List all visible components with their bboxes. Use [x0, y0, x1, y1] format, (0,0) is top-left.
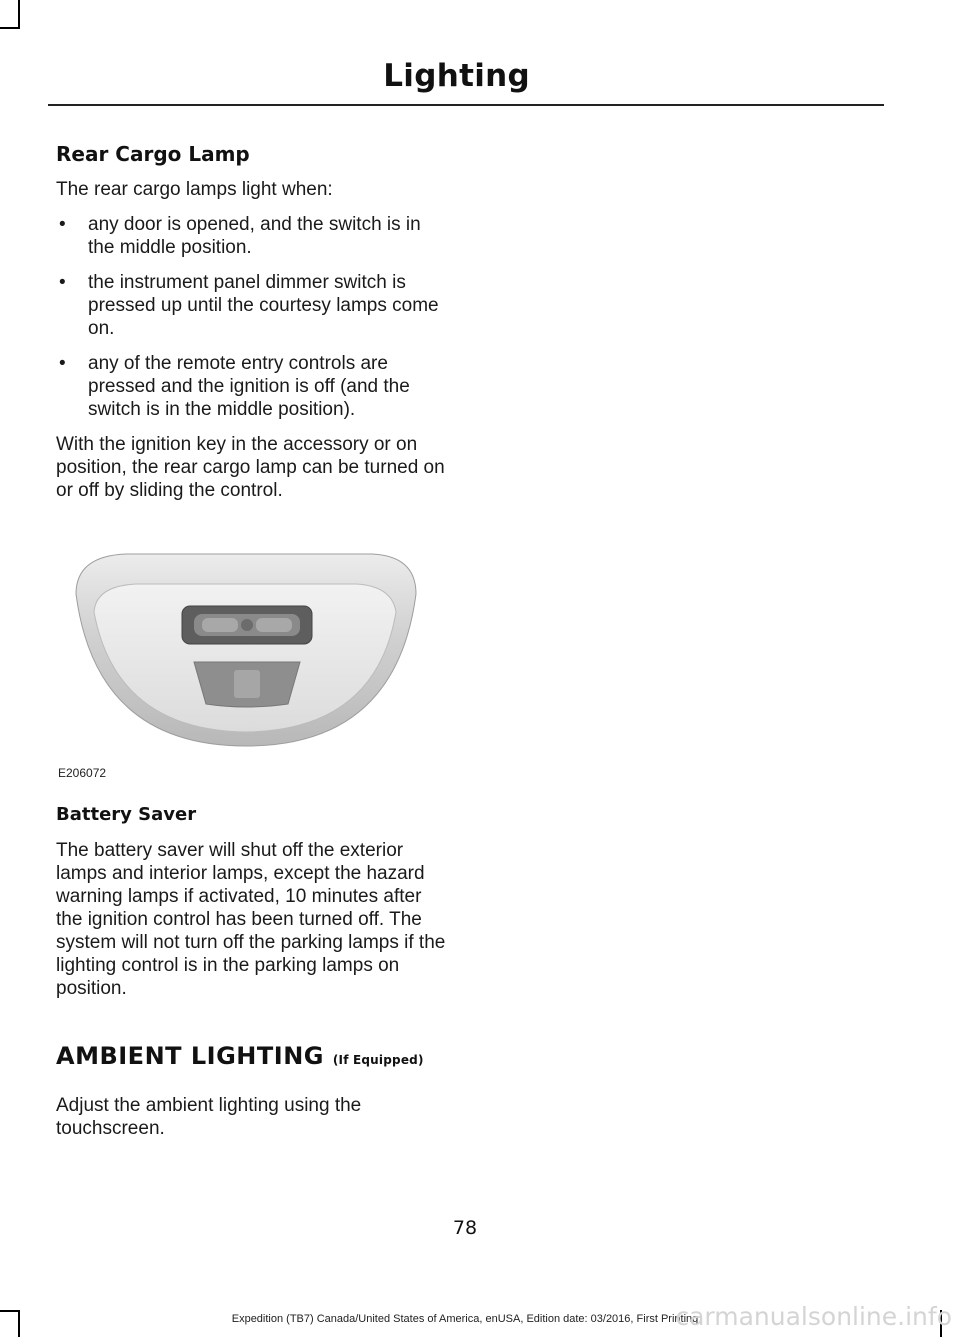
crop-mark [18, 0, 20, 28]
rear-cargo-intro: The rear cargo lamps light when: [56, 179, 333, 200]
crop-mark [0, 1310, 20, 1312]
section-heading-rear-cargo: Rear Cargo Lamp [56, 142, 250, 166]
page-footer: Expedition (TB7) Canada/United States of America, enUSA, Edition date: 03/2016, First Printing [231, 1313, 699, 1325]
rear-cargo-paragraph: With the ignition key in the accessory or on position, the rear cargo lamp can be turned on or off by sliding the control. [56, 434, 445, 501]
page-number: 78 [452, 1217, 478, 1239]
section-heading-ambient [56, 1042, 448, 1070]
page-title: Lighting [383, 58, 530, 94]
cargo-lamp-figure [56, 546, 448, 796]
list-item: • the instrument panel dimmer switch is pressed up until the courtesy lamps come on. [56, 271, 448, 340]
section-heading-battery-saver: Battery Saver [56, 804, 197, 825]
list-item: • any door is opened, and the switch is in the middle position. [56, 213, 448, 259]
list-item: • any of the remote entry controls are pressed and the ignition is off (and the switch is in the middle position). [56, 352, 448, 421]
rear-cargo-list [56, 213, 448, 421]
ambient-heading-text: AMBIENT LIGHTING [56, 1042, 324, 1070]
header-divider [48, 104, 884, 106]
content-column [56, 142, 448, 1140]
battery-saver-paragraph: The battery saver will shut off the exterior lamps and interior lamps, except the hazard warning lamps if activated, 10 minutes after the ignition control has been turned off. The system will not turn off the parking lamps if the lighting control is in the parking lamps on position. [56, 840, 446, 999]
watermark: carmanualsonline.info [675, 1302, 952, 1331]
figure-label: E206072 [58, 766, 107, 780]
ambient-paragraph: Adjust the ambient lighting using the touchscreen. [56, 1095, 362, 1139]
crop-mark [0, 27, 20, 29]
ambient-qualifier: (If Equipped) [332, 1053, 424, 1067]
cargo-lamp-illustration [56, 546, 448, 762]
